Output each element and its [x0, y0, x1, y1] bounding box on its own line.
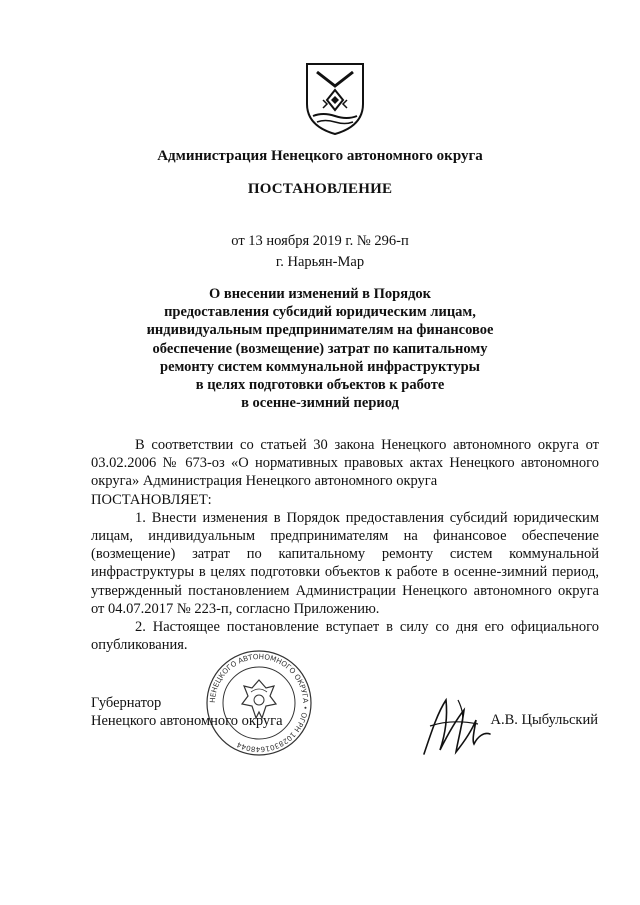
title-line: предоставления субсидий юридическим лицам,: [164, 304, 476, 321]
document-type: ПОСТАНОВЛЕНИЕ: [247, 181, 393, 197]
title-line: ремонту систем коммунальной инфраструктуры: [160, 358, 480, 375]
seal-ring-text: НЕНЕЦКОГО АВТОНОМНОГО ОКРУГА • ОГРН 1028301648044: [207, 651, 311, 755]
title-line: О внесении изменений в Порядок: [208, 286, 432, 302]
city: г. Нарьян-Мар: [275, 254, 365, 270]
title-line: в осенне-зимний период: [241, 395, 399, 412]
title-line: в целях подготовки объектов к работе: [195, 377, 445, 394]
decree-word: ПОСТАНОВЛЯЕТ:: [91, 491, 212, 508]
title-line: обеспечение (возмещение) затрат по капитальному: [152, 340, 488, 357]
signatory-position: [91, 694, 283, 730]
document-body: [91, 436, 599, 654]
date-number: от 13 ноября 2019 г. № 296-п: [231, 233, 409, 249]
signer-name: А.В. Цыбульский: [490, 712, 598, 728]
position-line: Ненецкого автономного округа: [91, 713, 283, 730]
item-2-paragraph: 2. Настоящее постановление вступает в силу со дня его официального опубликования.: [91, 619, 599, 654]
handwritten-signature-icon: [418, 690, 498, 760]
organization-name: Администрация Ненецкого автономного округа: [157, 148, 483, 164]
title-line: индивидуальным предпринимателям на финансовое: [146, 322, 494, 339]
document-title: [0, 285, 640, 412]
position-line: Губернатор: [91, 695, 162, 711]
coat-of-arms-icon: [303, 60, 367, 136]
item-1-paragraph: 1. Внести изменения в Порядок предоставления субсидий юридическим лицам, индивидуальным предпринимателям на финансовое обеспечение (возмещение) затрат по капитальному ремонту систем коммунальной инфраструктуры в целях подготовки объектов к работе в осенне-зимний период, утвержденный постановлением Администрации Ненецкого автономного округа от 04.07.2017 № 223-п, согласно Приложению.: [91, 509, 599, 617]
preamble-paragraph: В соответствии со статьей 30 закона Ненецкого автономного округа от 03.02.2006 № 673-оз «О нормативных правовых актах Ненецкого автономного округа» Администрация Ненецкого автономного округа: [91, 437, 599, 490]
